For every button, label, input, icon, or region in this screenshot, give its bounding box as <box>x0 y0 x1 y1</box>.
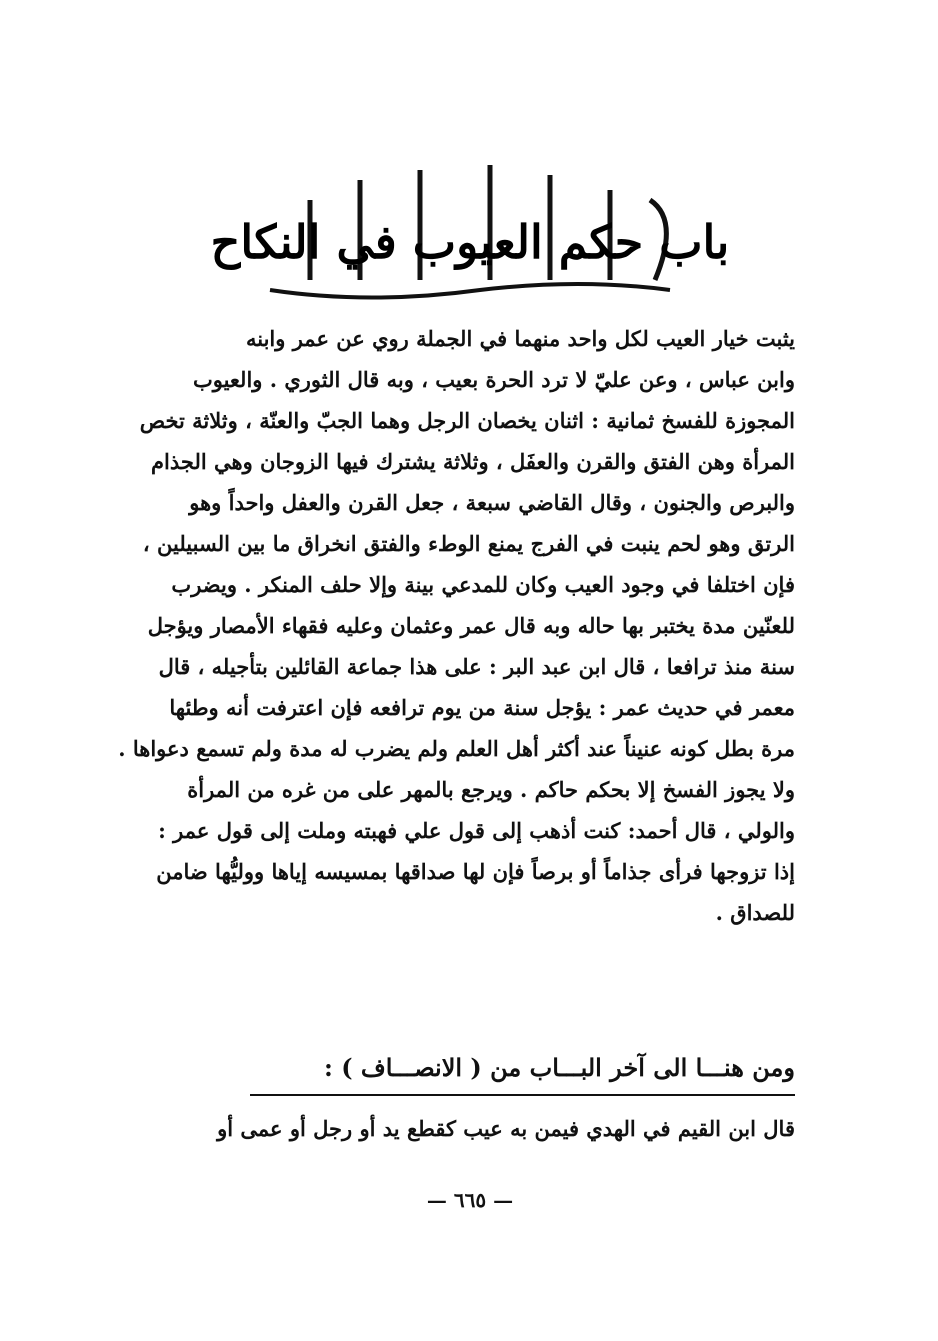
body-line: ولا يجوز الفسخ إلا بحكم حاكم . ويرجع بالمهر على من غره من المرأة <box>187 777 795 802</box>
body-line: فإن اختلفا في وجود العيب وكان للمدعي بينة وإلا حلف المنكر . ويضرب <box>171 572 795 597</box>
body-line: والولي ، قال أحمد: كنت أذهب إلى قول علي فهبته وملت إلى قول عمر : <box>158 818 795 843</box>
body-line: وابن عباس ، وعن عليّ لا ترد الحرة بعيب ، وبه قال الثوري . والعيوب <box>192 367 795 392</box>
body-line: المجوزة للفسخ ثمانية : اثنان يخصان الرجل وهما الجبّ والعنّة ، وثلاثة تخص <box>139 408 795 433</box>
continuation-line: قال ابن القيم في الهدي فيمن به عيب كقطع يد أو رجل أو عمى أو <box>217 1116 795 1141</box>
body-line: والبرص والجنون ، وقال القاضي سبعة ، جعل القرن والعفل واحداً وهو <box>189 490 795 515</box>
body-line: للعنّين مدة يختبر بها حاله وبه قال عمر وعثمان وعليه فقهاء الأمصار ويؤجل <box>147 613 795 638</box>
section-heading: ومن هنـــا الى آخر البـــاب من ( الانصـــاف ) : <box>324 1053 795 1082</box>
body-line: يثبت خيار العيب لكل واحد منهما في الجملة روي عن عمر وابنه <box>245 326 795 351</box>
body-line: إذا تزوجها فرأى جذاماً أو برصاً فإن لها صداقها بمسيسه إياها ووليُّها ضامن <box>156 859 795 884</box>
heading-underline <box>250 1094 795 1096</box>
body-paragraph <box>118 318 795 933</box>
title-text: باب حكم العيوب في النكاح <box>210 215 730 269</box>
body-line: سنة منذ ترافعا ، قال ابن عبد البر : على هذا جماعة القائلين بتأجيله ، قال <box>158 654 795 679</box>
title-calligraphy-svg <box>210 140 730 310</box>
body-line: للصداق . <box>715 900 795 925</box>
body-line: معمر في حديث عمر : يؤجل سنة من يوم ترافعه فإن اعترفت أنه وطئها <box>169 695 795 720</box>
body-line: مرة بطل كونه عنيناً عند أكثر أهل العلم ولم يضرب له مدة ولم تسمع دعواها . <box>118 736 795 761</box>
body-line: الرتق وهو لحم ينبت في الفرج يمنع الوطء والفتق انخراق ما بين السبيلين ، <box>142 531 795 556</box>
page-number: — ٦٦٥ — <box>426 1188 514 1212</box>
calligraphic-title <box>210 140 730 310</box>
body-line: المرأة وهن الفتق والقرن والعفَل ، وثلاثة يشترك فيها الزوجان وهي الجذام <box>151 449 795 474</box>
